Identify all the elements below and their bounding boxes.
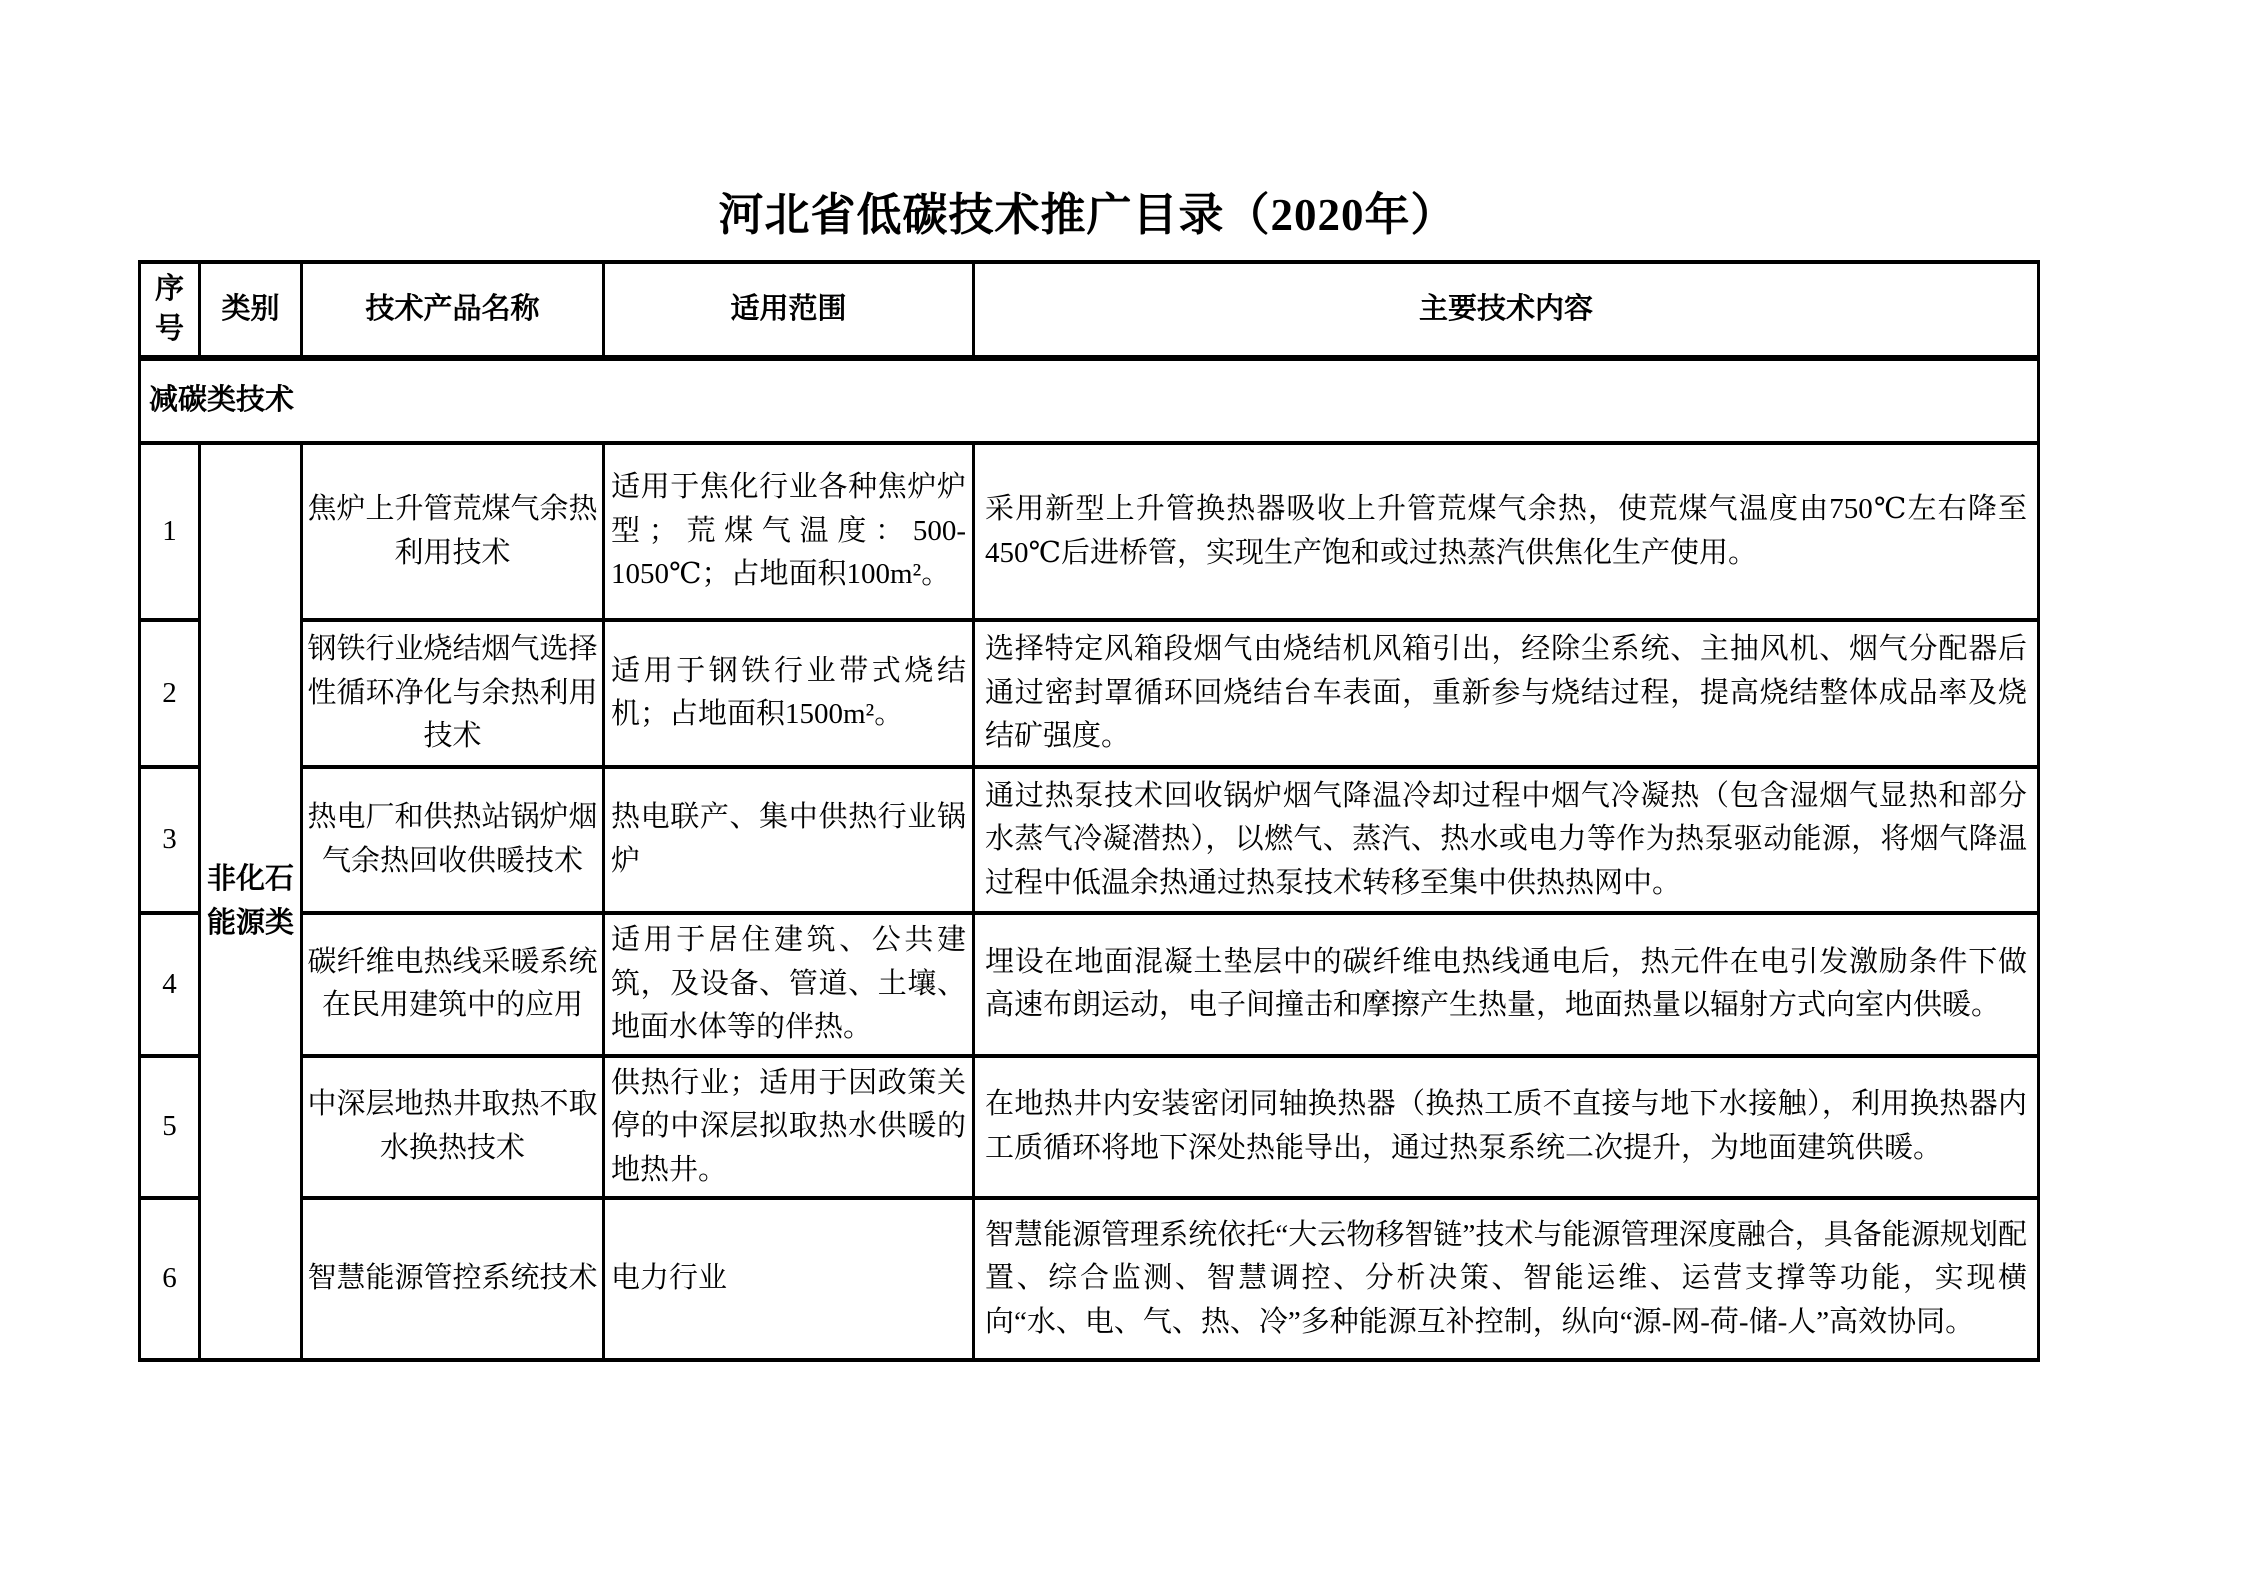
header-cell-name: 技术产品名称 <box>302 262 604 358</box>
tech-name-cell: 碳纤维电热线采暖系统在民用建筑中的应用 <box>302 913 604 1056</box>
content-cell: 采用新型上升管换热器吸收上升管荒煤气余热，使荒煤气温度由750℃左右降至450℃后进桥管，实现生产饱和或过热蒸汽供焦化生产使用。 <box>974 443 2039 620</box>
scope-cell: 供热行业；适用于因政策关停的中深层拟取热水供暖的地热井。 <box>604 1056 974 1199</box>
category-cell: 非化石能源类 <box>200 443 302 1360</box>
tech-name-cell: 中深层地热井取热不取水换热技术 <box>302 1056 604 1199</box>
row-number-cell: 6 <box>140 1198 200 1360</box>
row-number-cell: 3 <box>140 767 200 914</box>
header-cell-category: 类别 <box>200 262 302 358</box>
header-cell-content: 主要技术内容 <box>974 262 2039 358</box>
table-row <box>140 913 2039 1056</box>
content-cell: 通过热泵技术回收锅炉烟气降温冷却过程中烟气冷凝热（包含湿烟气显热和部分水蒸气冷凝潜热），以燃气、蒸汽、热水或电力等作为热泵驱动能源，将烟气降温过程中低温余热通过热泵技术转移至集中供热热网中。 <box>974 767 2039 914</box>
tech-name-cell: 智慧能源管控系统技术 <box>302 1198 604 1360</box>
table-row <box>140 1056 2039 1199</box>
content-cell: 在地热井内安装密闭同轴换热器（换热工质不直接与地下水接触），利用换热器内工质循环将地下深处热能导出，通过热泵系统二次提升，为地面建筑供暖。 <box>974 1056 2039 1199</box>
tech-name-cell: 钢铁行业烧结烟气选择性循环净化与余热利用技术 <box>302 620 604 767</box>
row-number-cell: 1 <box>140 443 200 620</box>
catalog-table <box>138 260 2040 1362</box>
header-row <box>140 262 2039 358</box>
table-body <box>140 358 2039 1360</box>
content-cell: 埋设在地面混凝土垫层中的碳纤维电热线通电后，热元件在电引发激励条件下做高速布朗运动，电子间撞击和摩擦产生热量，地面热量以辐射方式向室内供暖。 <box>974 913 2039 1056</box>
content-cell: 智慧能源管理系统依托“大云物移智链”技术与能源管理深度融合，具备能源规划配置、综合监测、智慧调控、分析决策、智能运维、运营支撑等功能，实现横向“水、电、气、热、冷”多种能源互补控制，纵向“源-网-荷-储-人”高效协同。 <box>974 1198 2039 1360</box>
row-number-cell: 2 <box>140 620 200 767</box>
table-row <box>140 1198 2039 1360</box>
section-label: 减碳类技术 <box>140 358 2039 443</box>
scope-cell: 热电联产、集中供热行业锅炉 <box>604 767 974 914</box>
tech-name-cell: 热电厂和供热站锅炉烟气余热回收供暖技术 <box>302 767 604 914</box>
header-cell-no: 序号 <box>140 262 200 358</box>
scope-cell: 适用于焦化行业各种焦炉炉型；荒煤气温度：500-1050℃；占地面积100m²。 <box>604 443 974 620</box>
table-row <box>140 443 2039 620</box>
table-header <box>140 262 2039 358</box>
content-cell: 选择特定风箱段烟气由烧结机风箱引出，经除尘系统、主抽风机、烟气分配器后通过密封罩循环回烧结台车表面，重新参与烧结过程，提高烧结整体成品率及烧结矿强度。 <box>974 620 2039 767</box>
row-number-cell: 4 <box>140 913 200 1056</box>
table-row <box>140 620 2039 767</box>
table-row <box>140 767 2039 914</box>
scope-cell: 电力行业 <box>604 1198 974 1360</box>
tech-name-cell: 焦炉上升管荒煤气余热利用技术 <box>302 443 604 620</box>
header-cell-scope: 适用范围 <box>604 262 974 358</box>
scope-cell: 适用于钢铁行业带式烧结机；占地面积1500m²。 <box>604 620 974 767</box>
scope-cell: 适用于居住建筑、公共建筑，及设备、管道、土壤、地面水体等的伴热。 <box>604 913 974 1056</box>
page-title: 河北省低碳技术推广目录（2020年） <box>718 190 1457 240</box>
section-row <box>140 358 2039 443</box>
row-number-cell: 5 <box>140 1056 200 1199</box>
